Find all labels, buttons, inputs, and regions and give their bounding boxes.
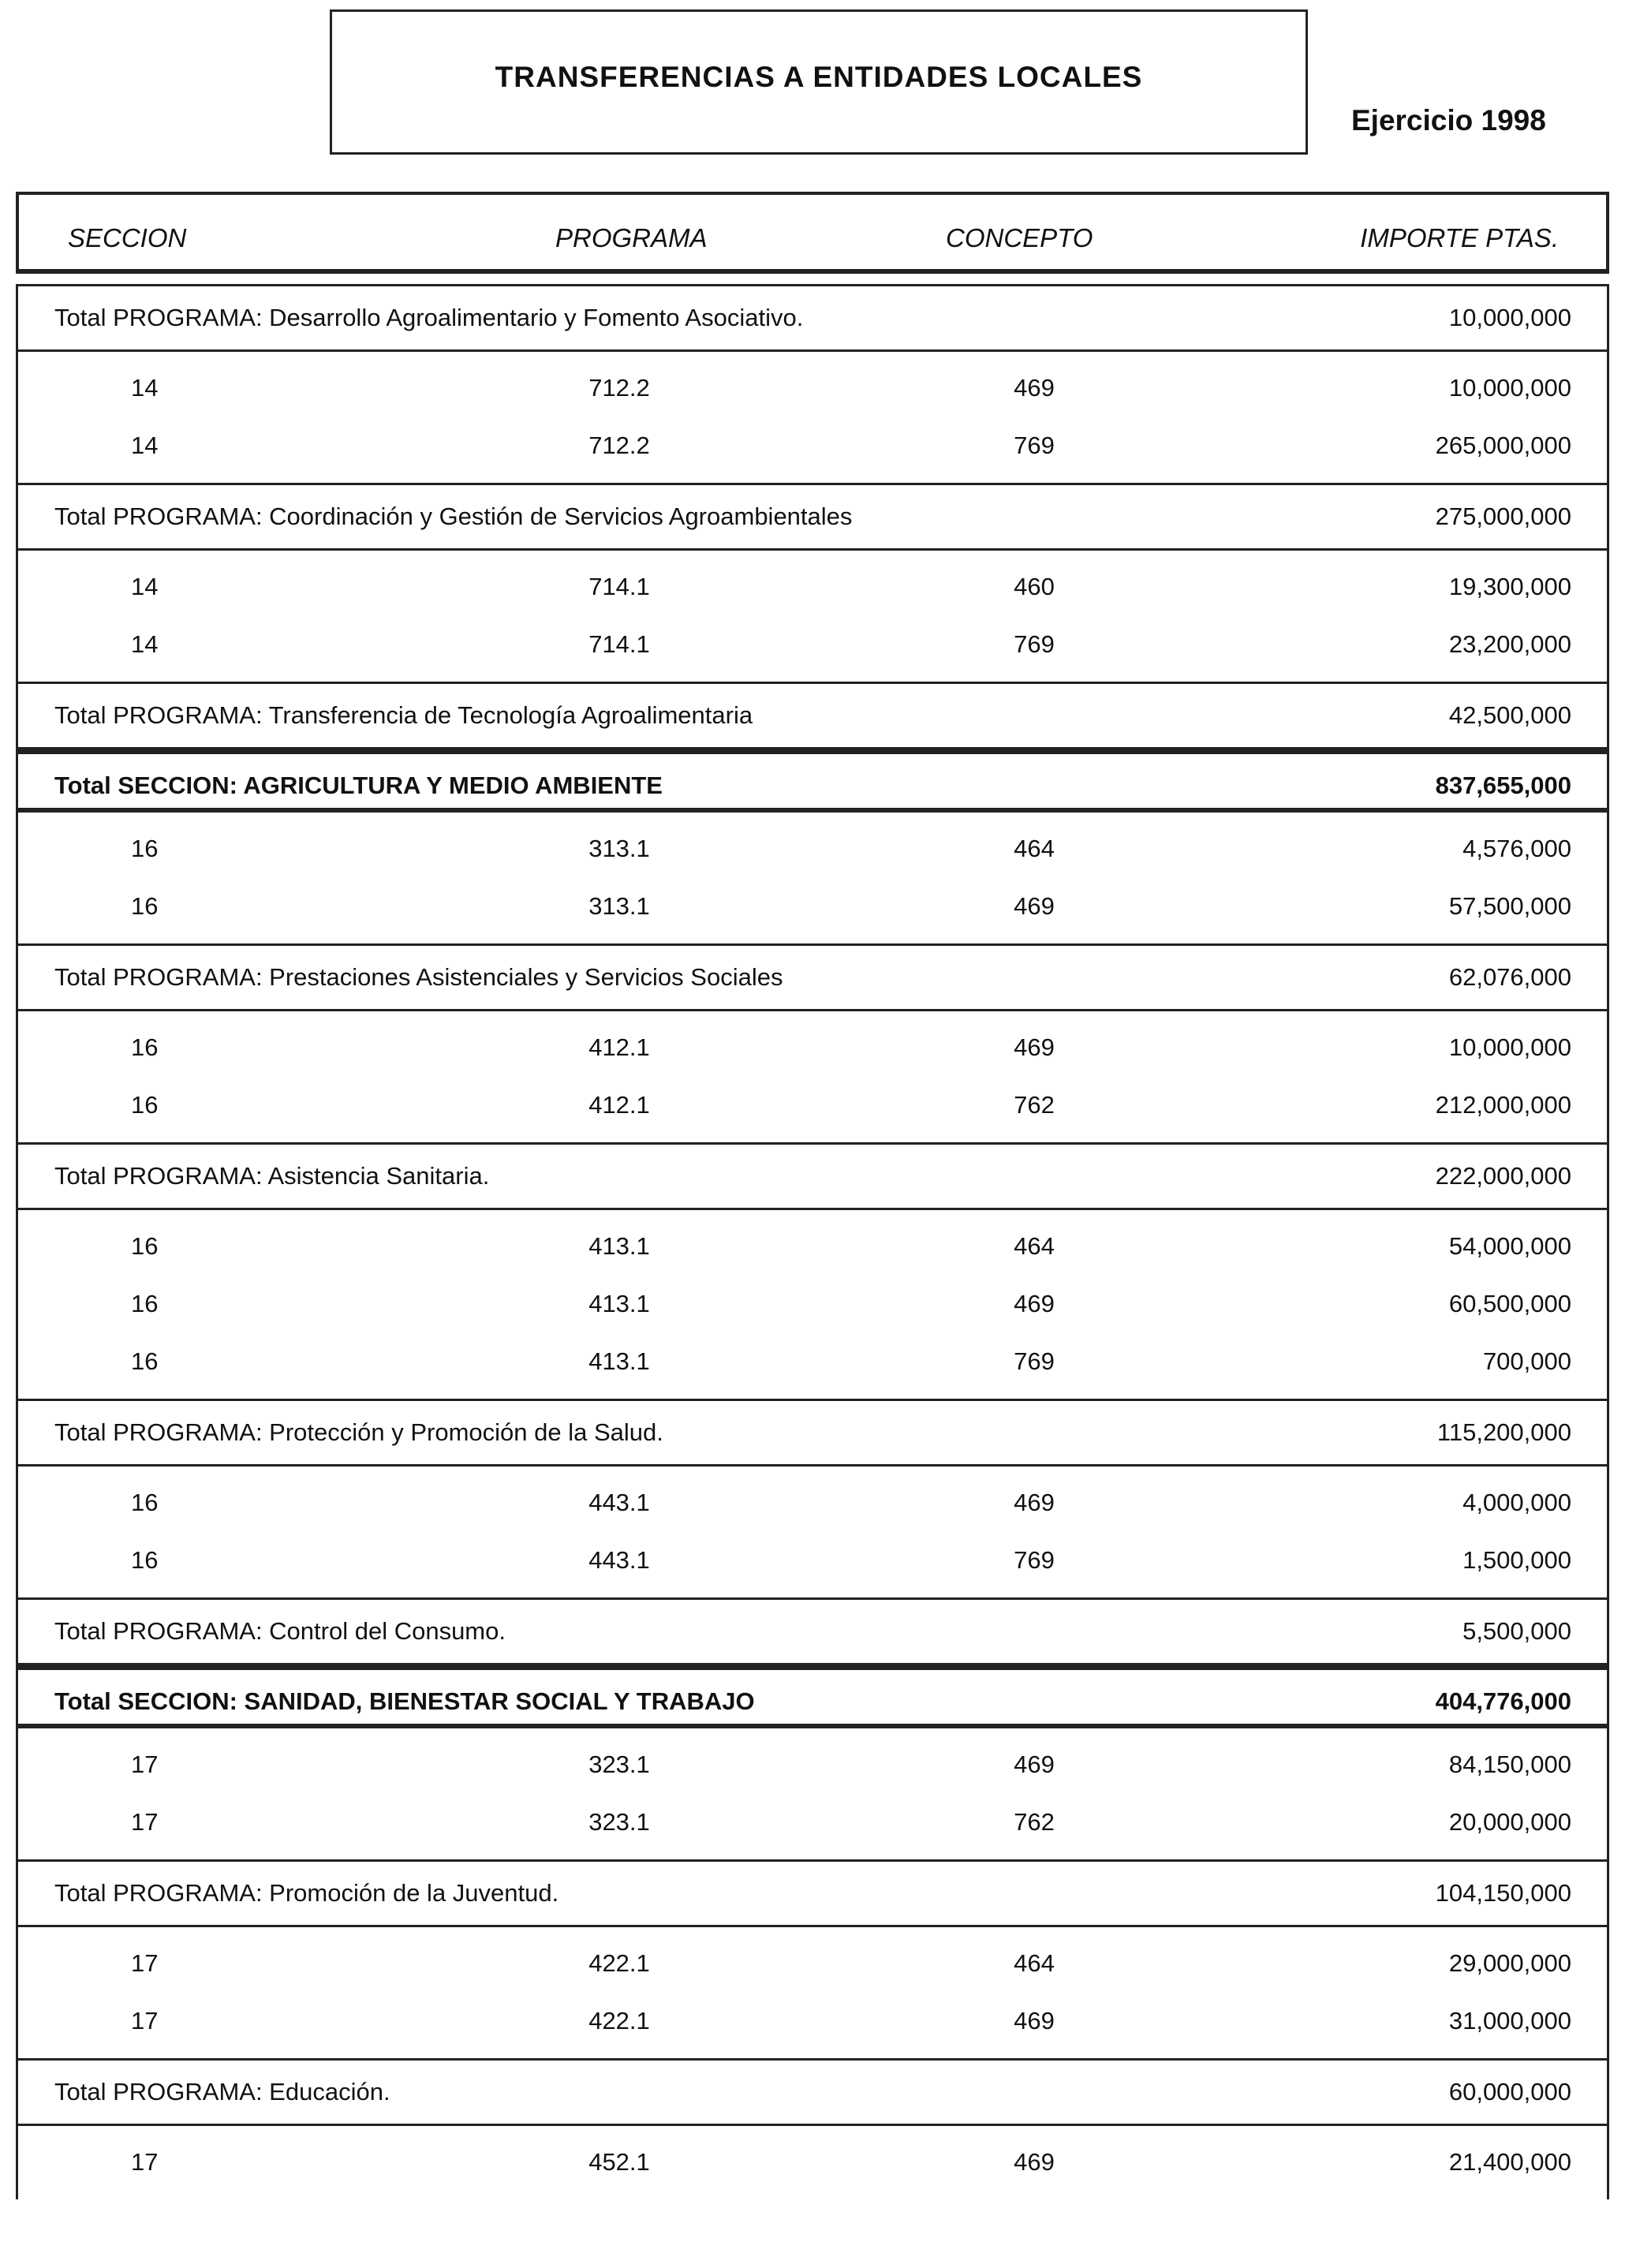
cell-programa: 323.1	[588, 1808, 650, 1836]
cell-seccion: 16	[131, 1489, 159, 1516]
page-title: TRANSFERENCIAS A ENTIDADES LOCALES	[495, 61, 1143, 93]
table-row	[18, 1794, 1607, 1851]
cell-concepto: 762	[1014, 1808, 1055, 1836]
cell-programa: 323.1	[588, 1751, 650, 1778]
cell-importe: 54,000,000	[1448, 1232, 1571, 1260]
cell-concepto: 769	[1014, 1347, 1055, 1375]
cell-concepto: 464	[1014, 1232, 1055, 1260]
header-concepto: CONCEPTO	[946, 223, 1093, 252]
cell-programa: 443.1	[588, 1489, 650, 1516]
cell-programa: 712.2	[588, 432, 650, 459]
cell-seccion: 16	[131, 1232, 159, 1260]
total-amount: 60,000,000	[1448, 2078, 1571, 2105]
cell-importe: 31,000,000	[1448, 2007, 1571, 2034]
total-amount: 115,200,000	[1436, 1418, 1571, 1446]
cell-programa: 712.2	[588, 374, 650, 402]
cell-seccion: 16	[131, 1290, 159, 1317]
section-total-row	[16, 749, 1609, 813]
total-label: Total PROGRAMA: Educación.	[54, 2078, 390, 2105]
program-total-row	[16, 284, 1609, 352]
table-row	[18, 1935, 1607, 1993]
detail-group	[16, 1927, 1609, 2058]
cell-importe: 4,000,000	[1462, 1489, 1571, 1516]
program-total-row	[16, 1859, 1609, 1927]
cell-importe: 212,000,000	[1435, 1091, 1571, 1119]
cell-concepto: 469	[1014, 892, 1055, 920]
program-total-row	[16, 943, 1609, 1011]
cell-importe: 29,000,000	[1448, 1949, 1571, 1977]
table-row	[18, 559, 1607, 616]
cell-programa: 413.1	[588, 1347, 650, 1375]
table-row	[18, 878, 1607, 936]
total-label: Total SECCION: AGRICULTURA Y MEDIO AMBIENTE	[54, 772, 663, 799]
program-total-row	[16, 1597, 1609, 1665]
detail-group	[16, 1210, 1609, 1399]
cell-seccion: 17	[131, 1808, 159, 1836]
cell-programa: 714.1	[588, 573, 650, 600]
cell-importe: 700,000	[1482, 1347, 1571, 1375]
cell-seccion: 16	[131, 892, 159, 920]
cell-concepto: 464	[1014, 1949, 1055, 1977]
program-total-row	[16, 483, 1609, 551]
cell-programa: 412.1	[588, 1091, 650, 1119]
cell-importe: 20,000,000	[1448, 1808, 1571, 1836]
table-body	[16, 284, 1609, 2199]
cell-concepto: 469	[1014, 2007, 1055, 2034]
total-amount: 5,500,000	[1462, 1617, 1571, 1645]
cell-seccion: 14	[131, 432, 159, 459]
table-row	[18, 1736, 1607, 1794]
cell-concepto: 469	[1014, 1751, 1055, 1778]
program-total-row	[16, 682, 1609, 749]
cell-concepto: 469	[1014, 1489, 1055, 1516]
cell-programa: 413.1	[588, 1232, 650, 1260]
detail-group	[16, 1467, 1609, 1597]
total-label: Total PROGRAMA: Control del Consumo.	[54, 1617, 506, 1645]
section-total-row	[16, 1665, 1609, 1728]
table-row	[18, 820, 1607, 878]
header-importe: IMPORTE PTAS.	[1360, 223, 1559, 252]
cell-concepto: 464	[1014, 835, 1055, 862]
cell-seccion: 16	[131, 1347, 159, 1375]
total-label: Total PROGRAMA: Promoción de la Juventud.	[54, 1879, 559, 1907]
program-total-row	[16, 1142, 1609, 1210]
detail-group	[16, 813, 1609, 943]
table-row	[18, 1019, 1607, 1077]
cell-seccion: 17	[131, 2148, 159, 2176]
cell-programa: 422.1	[588, 2007, 650, 2034]
table-row	[18, 1532, 1607, 1590]
cell-importe: 23,200,000	[1448, 630, 1571, 658]
table-row	[18, 2134, 1607, 2191]
table-row	[18, 1474, 1607, 1532]
total-amount: 62,076,000	[1448, 963, 1571, 991]
total-label: Total PROGRAMA: Protección y Promoción de la Salud.	[54, 1418, 663, 1446]
table-row	[18, 360, 1607, 417]
cell-seccion: 17	[131, 1751, 159, 1778]
cell-seccion: 14	[131, 374, 159, 402]
cell-programa: 412.1	[588, 1033, 650, 1061]
table-header	[16, 192, 1609, 274]
detail-group	[16, 551, 1609, 682]
total-label: Total PROGRAMA: Coordinación y Gestión de Servicios Agroambientales	[54, 503, 853, 530]
cell-programa: 422.1	[588, 1949, 650, 1977]
table-row	[18, 417, 1607, 475]
cell-programa: 714.1	[588, 630, 650, 658]
total-amount: 104,150,000	[1435, 1879, 1571, 1907]
title-box	[330, 9, 1308, 155]
total-amount: 222,000,000	[1435, 1162, 1571, 1190]
total-amount: 275,000,000	[1435, 503, 1571, 530]
header-seccion: SECCION	[68, 223, 187, 252]
cell-importe: 21,400,000	[1448, 2148, 1571, 2176]
cell-programa: 413.1	[588, 1290, 650, 1317]
total-label: Total SECCION: SANIDAD, BIENESTAR SOCIAL Y TRABAJO	[54, 1687, 755, 1715]
cell-seccion: 17	[131, 1949, 159, 1977]
table-row	[18, 1218, 1607, 1276]
cell-programa: 443.1	[588, 1546, 650, 1574]
cell-concepto: 460	[1014, 573, 1055, 600]
cell-concepto: 762	[1014, 1091, 1055, 1119]
table-row	[18, 1077, 1607, 1134]
exercise-year: Ejercicio 1998	[1351, 104, 1546, 136]
table-row	[18, 616, 1607, 674]
cell-concepto: 769	[1014, 630, 1055, 658]
total-label: Total PROGRAMA: Prestaciones Asistenciales y Servicios Sociales	[54, 963, 783, 991]
cell-importe: 60,500,000	[1448, 1290, 1571, 1317]
total-amount: 837,655,000	[1435, 772, 1571, 799]
total-label: Total PROGRAMA: Desarrollo Agroalimentario y Fomento Asociativo.	[54, 304, 804, 331]
cell-importe: 4,576,000	[1462, 835, 1571, 862]
cell-seccion: 16	[131, 1091, 159, 1119]
detail-group	[16, 2126, 1609, 2199]
table-row	[18, 1993, 1607, 2050]
cell-programa: 313.1	[588, 892, 650, 920]
detail-group	[16, 352, 1609, 483]
table-row	[18, 1276, 1607, 1333]
cell-importe: 19,300,000	[1448, 573, 1571, 600]
cell-seccion: 16	[131, 1033, 159, 1061]
cell-concepto: 469	[1014, 2148, 1055, 2176]
cell-concepto: 469	[1014, 1290, 1055, 1317]
cell-concepto: 769	[1014, 432, 1055, 459]
cell-programa: 313.1	[588, 835, 650, 862]
total-amount: 10,000,000	[1448, 304, 1571, 331]
total-label: Total PROGRAMA: Asistencia Sanitaria.	[54, 1162, 490, 1190]
total-amount: 404,776,000	[1435, 1687, 1571, 1715]
cell-seccion: 17	[131, 2007, 159, 2034]
cell-concepto: 769	[1014, 1546, 1055, 1574]
cell-importe: 1,500,000	[1462, 1546, 1571, 1574]
cell-importe: 57,500,000	[1448, 892, 1571, 920]
program-total-row	[16, 2058, 1609, 2126]
program-total-row	[16, 1399, 1609, 1467]
header-programa: PROGRAMA	[555, 223, 708, 252]
total-amount: 42,500,000	[1448, 701, 1571, 729]
cell-importe: 10,000,000	[1448, 374, 1571, 402]
cell-importe: 10,000,000	[1448, 1033, 1571, 1061]
detail-group	[16, 1728, 1609, 1859]
table-row	[18, 1333, 1607, 1391]
cell-concepto: 469	[1014, 374, 1055, 402]
cell-concepto: 469	[1014, 1033, 1055, 1061]
total-label: Total PROGRAMA: Transferencia de Tecnología Agroalimentaria	[54, 701, 753, 729]
cell-programa: 452.1	[588, 2148, 650, 2176]
cell-seccion: 14	[131, 630, 159, 658]
cell-seccion: 16	[131, 835, 159, 862]
cell-seccion: 16	[131, 1546, 159, 1574]
detail-group	[16, 1011, 1609, 1142]
cell-seccion: 14	[131, 573, 159, 600]
cell-importe: 84,150,000	[1448, 1751, 1571, 1778]
cell-importe: 265,000,000	[1435, 432, 1571, 459]
